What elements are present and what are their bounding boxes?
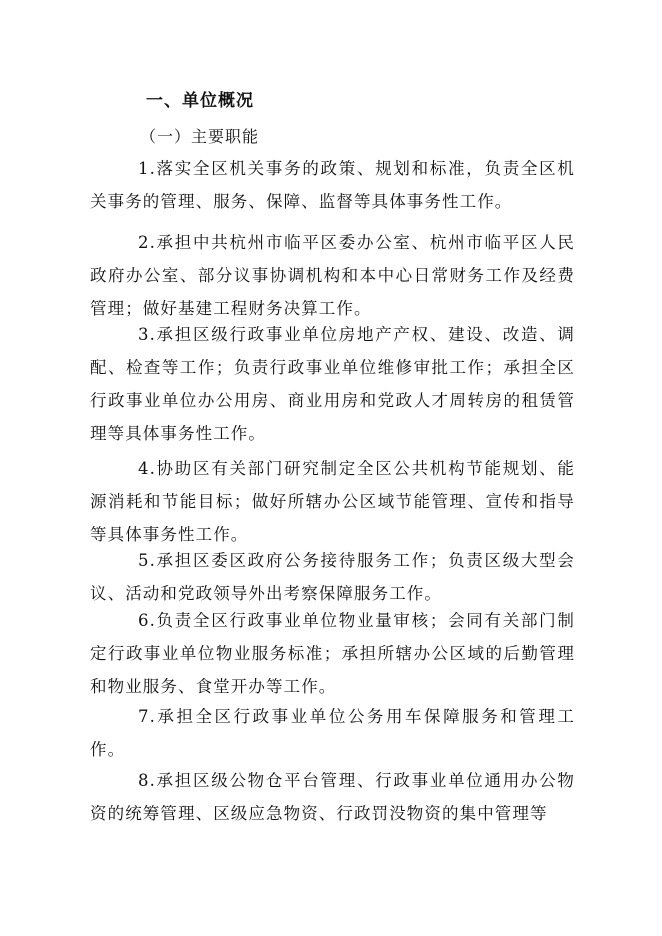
subsection-title: （一）主要职能 xyxy=(140,127,260,146)
section-title: 一、单位概况 xyxy=(146,91,254,111)
paragraph-4: 4.协助区有关部门研究制定全区公共机构节能规划、能源消耗和节能目标；做好所辖办公区域节能管理、宣传和指导等具体事务性工作。 xyxy=(90,459,575,544)
paragraph-1: 1.落实全区机关事务的政策、规划和标准，负责全区机关事务的管理、服务、保障、监督等具体事务性工作。 xyxy=(90,159,575,211)
paragraph-2: 2.承担中共杭州市临平区委办公室、杭州市临平区人民政府办公室、部分议事协调机构和本中心日常财务工作及经费管理；做好基建工程财务决算工作。 xyxy=(90,233,575,318)
paragraph-5: 5.承担区委区政府公务接待服务工作；负责区级大型会议、活动和党政领导外出考察保障服务工作。 xyxy=(90,551,575,603)
paragraph-7: 7.承担全区行政事业单位公务用车保障服务和管理工作。 xyxy=(90,707,575,759)
paragraph-3: 3.承担区级行政事业单位房地产产权、建设、改造、调配、检查等工作；负责行政事业单位维修审批工作；承担全区行政事业单位办公用房、商业用房和党政人才周转房的租赁管理等具体事务性工作。 xyxy=(90,325,575,443)
paragraph-8: 8.承担区级公物仓平台管理、行政事业单位通用办公物资的统筹管理、区级应急物资、行政罚没物资的集中管理等 xyxy=(90,771,575,823)
paragraph-6: 6.负责全区行政事业单位物业量审核；会同有关部门制定行政事业单位物业服务标准；承担所辖办公区域的后勤管理和物业服务、食堂开办等工作。 xyxy=(90,611,575,696)
